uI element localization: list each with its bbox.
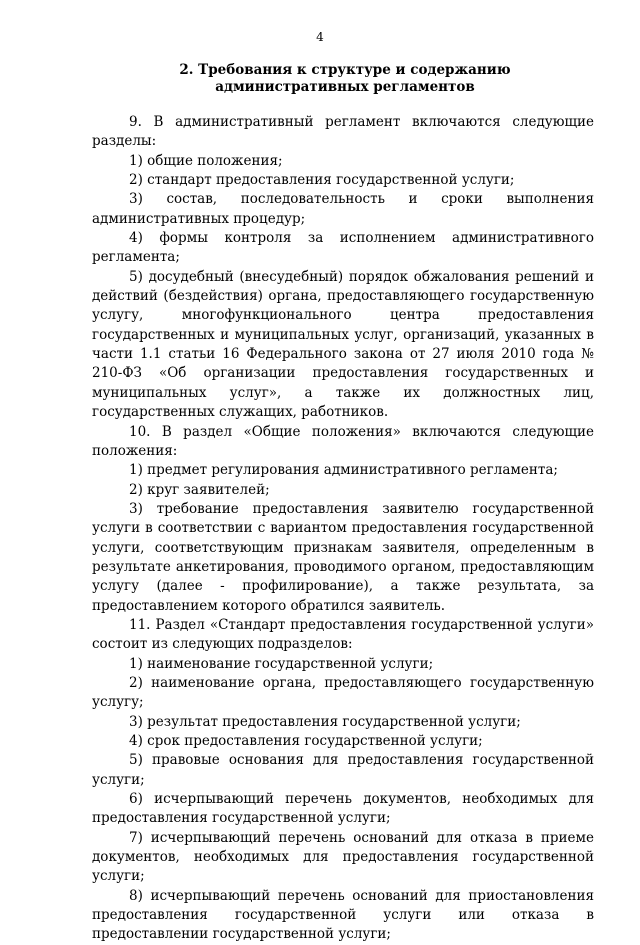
paragraph-10: 10. В раздел «Общие положения» включаются следующие положения:: [92, 423, 594, 459]
list-item: 7) исчерпывающий перечень оснований для отказа в приеме документов, необходимых для предоставления государственной услуги;: [92, 829, 594, 885]
list-item: 8) исчерпывающий перечень оснований для приостановления предоставления государственной услуги или отказа в предоставлении государственной услуги;: [92, 887, 594, 943]
list-item: 3) состав, последовательность и сроки выполнения административных процедур;: [92, 191, 594, 227]
list-item: 6) исчерпывающий перечень документов, необходимых для предоставления государственной услуги;: [92, 791, 594, 827]
list-item: 5) правовые основания для предоставления государственной услуги;: [92, 752, 594, 788]
section-heading: [95, 62, 595, 96]
list-item: 1) наименование государственной услуги;: [129, 655, 434, 672]
paragraph-9: 9. В административный регламент включаются следующие разделы:: [92, 114, 594, 150]
page-number: 4: [316, 30, 324, 44]
list-item: 3) результат предоставления государственной услуги;: [129, 713, 521, 730]
list-item: 5) досудебный (внесудебный) порядок обжалования решений и действий (бездействия) органа, предоставляющего государственную услугу, многофункционального центра предоставления государственных и муниципальных услуг, организаций, указанных в части 1.1 статьи 16 Федерального закона от 27 июля 2010 года № 210-ФЗ «Об организации предоставления государственных и муниципальных услуг», а также их должностных лиц, государственных служащих, работников.: [92, 268, 594, 421]
list-item: 4) срок предоставления государственной услуги;: [129, 733, 483, 749]
list-item: 1) предмет регулирования административного регламента;: [129, 462, 558, 479]
list-item: 2) стандарт предоставления государственной услуги;: [129, 172, 515, 189]
list-item: 2) круг заявителей;: [129, 481, 270, 498]
section-heading-line-2: административных регламентов: [215, 79, 475, 95]
list-item: 3) требование предоставления заявителю государственной услуги в соответствии с вариантом предоставления государственной услуги, соответствующим признакам заявителя, определенным в результате анкетирования, проводимого органом, предоставляющим услугу (далее - профилирование), а также результата, за предоставлением которого обратился заявитель.: [92, 500, 594, 614]
list-item: 4) формы контроля за исполнением административного регламента;: [92, 230, 594, 266]
paragraph-11: 11. Раздел «Стандарт предоставления государственной услуги» состоит из следующих подразделов:: [92, 616, 594, 653]
list-item: 2) наименование органа, предоставляющего государственную услугу;: [92, 674, 594, 711]
section-heading-line-1: 2. Требования к структуре и содержанию: [179, 62, 511, 78]
document-body: [92, 113, 594, 945]
list-item: 1) общие положения;: [129, 152, 283, 169]
